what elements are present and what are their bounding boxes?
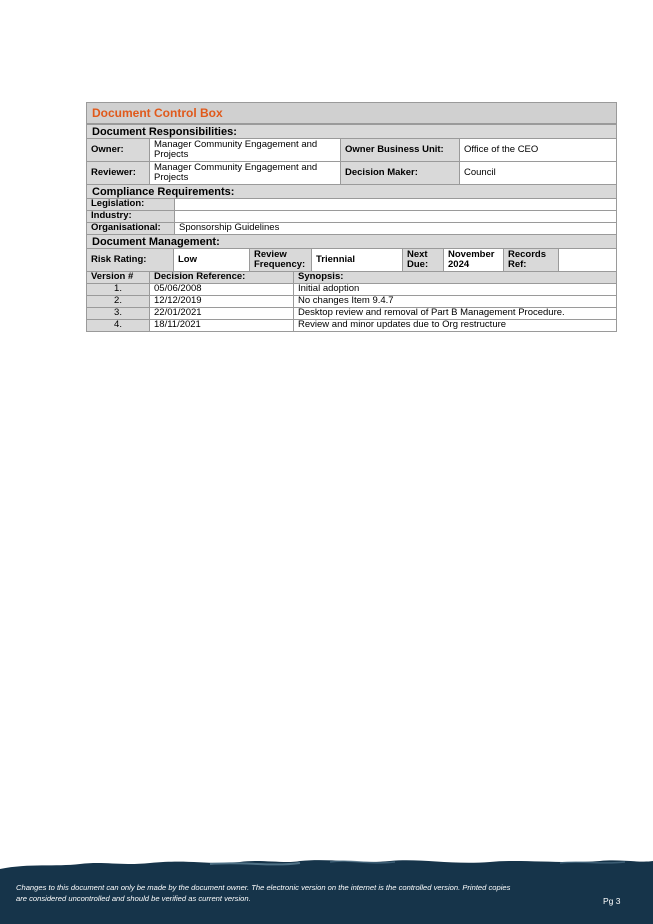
industry-row [87,210,616,222]
version-number: 3. [87,308,149,319]
legislation-label: Legislation: [87,199,174,210]
risk-row [87,248,616,271]
next-due-value: November 2024 [443,249,503,271]
risk-rating-value: Low [173,249,249,271]
page-footer [0,855,653,924]
owner-row [87,138,616,161]
organisational-value: Sponsorship Guidelines [174,223,616,234]
table-row [87,283,616,295]
risk-rating-label: Risk Rating: [87,249,173,271]
records-ref-label: Records Ref: [503,249,558,271]
synopsis-column-header: Synopsis: [293,272,616,283]
synopsis: No changes Item 9.4.7 [293,296,616,307]
owner-business-unit-label: Owner Business Unit: [340,139,459,161]
decision-reference-column-header: Decision Reference: [149,272,293,283]
review-frequency-label: Review Frequency: [249,249,311,271]
responsibilities-heading: Document Responsibilities: [87,125,616,138]
document-control-box [86,102,617,332]
version-number: 4. [87,320,149,331]
reviewer-row [87,161,616,184]
synopsis: Initial adoption [293,284,616,295]
decision-maker-label: Decision Maker: [340,162,459,184]
industry-label: Industry: [87,211,174,222]
control-box-title: Document Control Box [87,103,616,125]
decision-reference: 18/11/2021 [149,320,293,331]
organisational-label: Organisational: [87,223,174,234]
owner-value: Manager Community Engagement and Projects [149,139,340,161]
industry-value [174,211,616,222]
table-row [87,307,616,319]
synopsis: Desktop review and removal of Part B Management Procedure. [293,308,616,319]
table-row [87,319,616,331]
next-due-label: Next Due: [402,249,443,271]
decision-reference: 12/12/2019 [149,296,293,307]
reviewer-value: Manager Community Engagement and Projects [149,162,340,184]
version-column-header: Version # [91,272,134,283]
synopsis: Review and minor updates due to Org restructure [293,320,616,331]
compliance-heading: Compliance Requirements: [87,184,616,198]
reviewer-label: Reviewer: [87,162,149,184]
management-heading: Document Management: [87,234,616,248]
table-row [87,295,616,307]
page-number: Pg 3 [603,896,621,906]
version-number: 1. [87,284,149,295]
organisational-row [87,222,616,234]
versions-header-row [87,271,616,283]
owner-label: Owner: [87,139,149,161]
owner-business-unit-value: Office of the CEO [459,139,616,161]
review-frequency-value: Triennial [311,249,402,271]
records-ref-value [558,249,616,271]
disclaimer-line-1: Changes to this document can only be made by the document owner. The electronic version on the internet is the controlled version. Printed copies [16,883,511,892]
legislation-row [87,198,616,210]
decision-reference: 05/06/2008 [149,284,293,295]
version-number: 2. [87,296,149,307]
footer-disclaimer [16,882,556,904]
disclaimer-line-2: are considered uncontrolled and should be verified as current version. [16,894,251,903]
decision-maker-value: Council [459,162,616,184]
legislation-value [174,199,616,210]
decision-reference: 22/01/2021 [149,308,293,319]
